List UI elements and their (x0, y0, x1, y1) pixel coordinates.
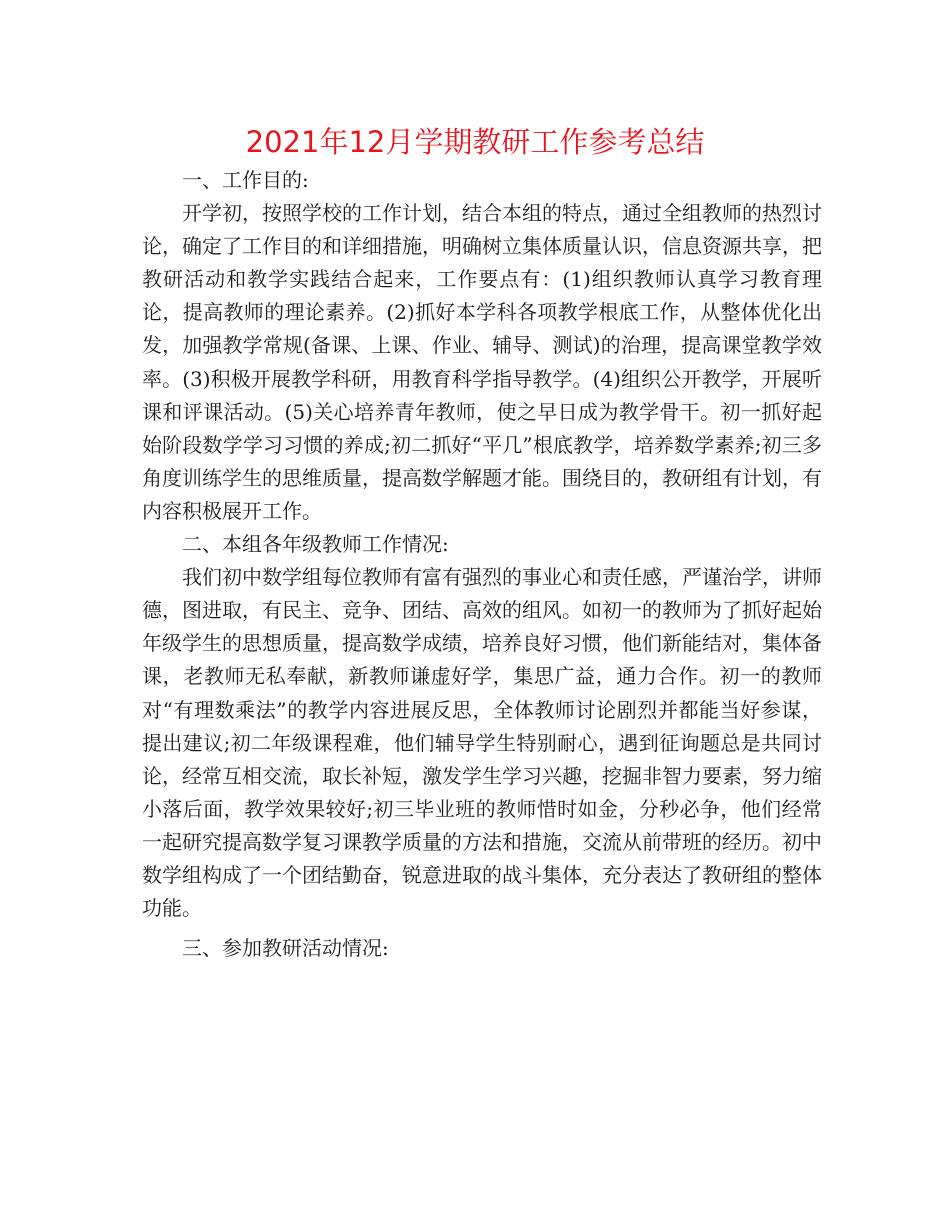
section-heading-3: 三、参加教研活动情况: (182, 936, 389, 961)
document-body (142, 164, 822, 965)
body-paragraph-2: 我们初中数学组每位教师有富有强烈的事业心和责任感，严谨治学，讲师德，图进取，有民主、竞争、团结、高效的组风。如初一的教师为了抓好起始年级学生的思想质量，提高数学成绩，培养良好习惯，他们新能结对，集体备课，老教师无私奉献，新教师谦虚好学，集思广益，通力合作。初一的教师对“有理数乘法”的教学内容进展反思，全体教师讨论剧烈并都能当好参谋，提出建议;初二年级课程难，他们辅导学生特别耐心，遇到征询题总是共同讨论，经常互相交流，取长补短，激发学生学习兴趣，挖掘非智力要素，努力缩小落后面，教学效果较好;初三毕业班的教师惜时如金，分秒必争，他们经常一起研究提高数学复习课教学质量的方法和措施，交流从前带班的经历。初中数学组构成了一个团结勤奋，锐意进取的战斗集体，充分表达了教研组的整体功能。 (142, 565, 822, 921)
body-paragraph-1: 开学初，按照学校的工作计划，结合本组的特点，通过全组教师的热烈讨论，确定了工作目的和详细措施，明确树立集体质量认识，信息资源共享，把教研活动和教学实践结合起来，工作要点有：(1)组织教师认真学习教育理论，提高教师的理论素养。(2)抓好本学科各项教学根底工作，从整体优化出发，加强教学常规(备课、上课、作业、辅导、测试)的治理，提高课堂教学效率。(3)积极开展教学科研，用教育科学指导教学。(4)组织公开教学，开展听课和评课活动。(5)关心培养青年教师，使之早日成为教学骨干。初一抓好起始阶段数学学习习惯的养成;初二抓好“平几”根底教学，培养数学素养;初三多角度训练学生的思维质量，提高数学解题才能。围绕目的，教研组有计划，有内容积极展开工作。 (142, 201, 822, 523)
section-heading-2: 二、本组各年级教师工作情况: (182, 532, 449, 557)
document-title: 2021年12月学期教研工作参考总结 (245, 125, 705, 159)
section-heading-1: 一、工作目的: (182, 168, 309, 192)
